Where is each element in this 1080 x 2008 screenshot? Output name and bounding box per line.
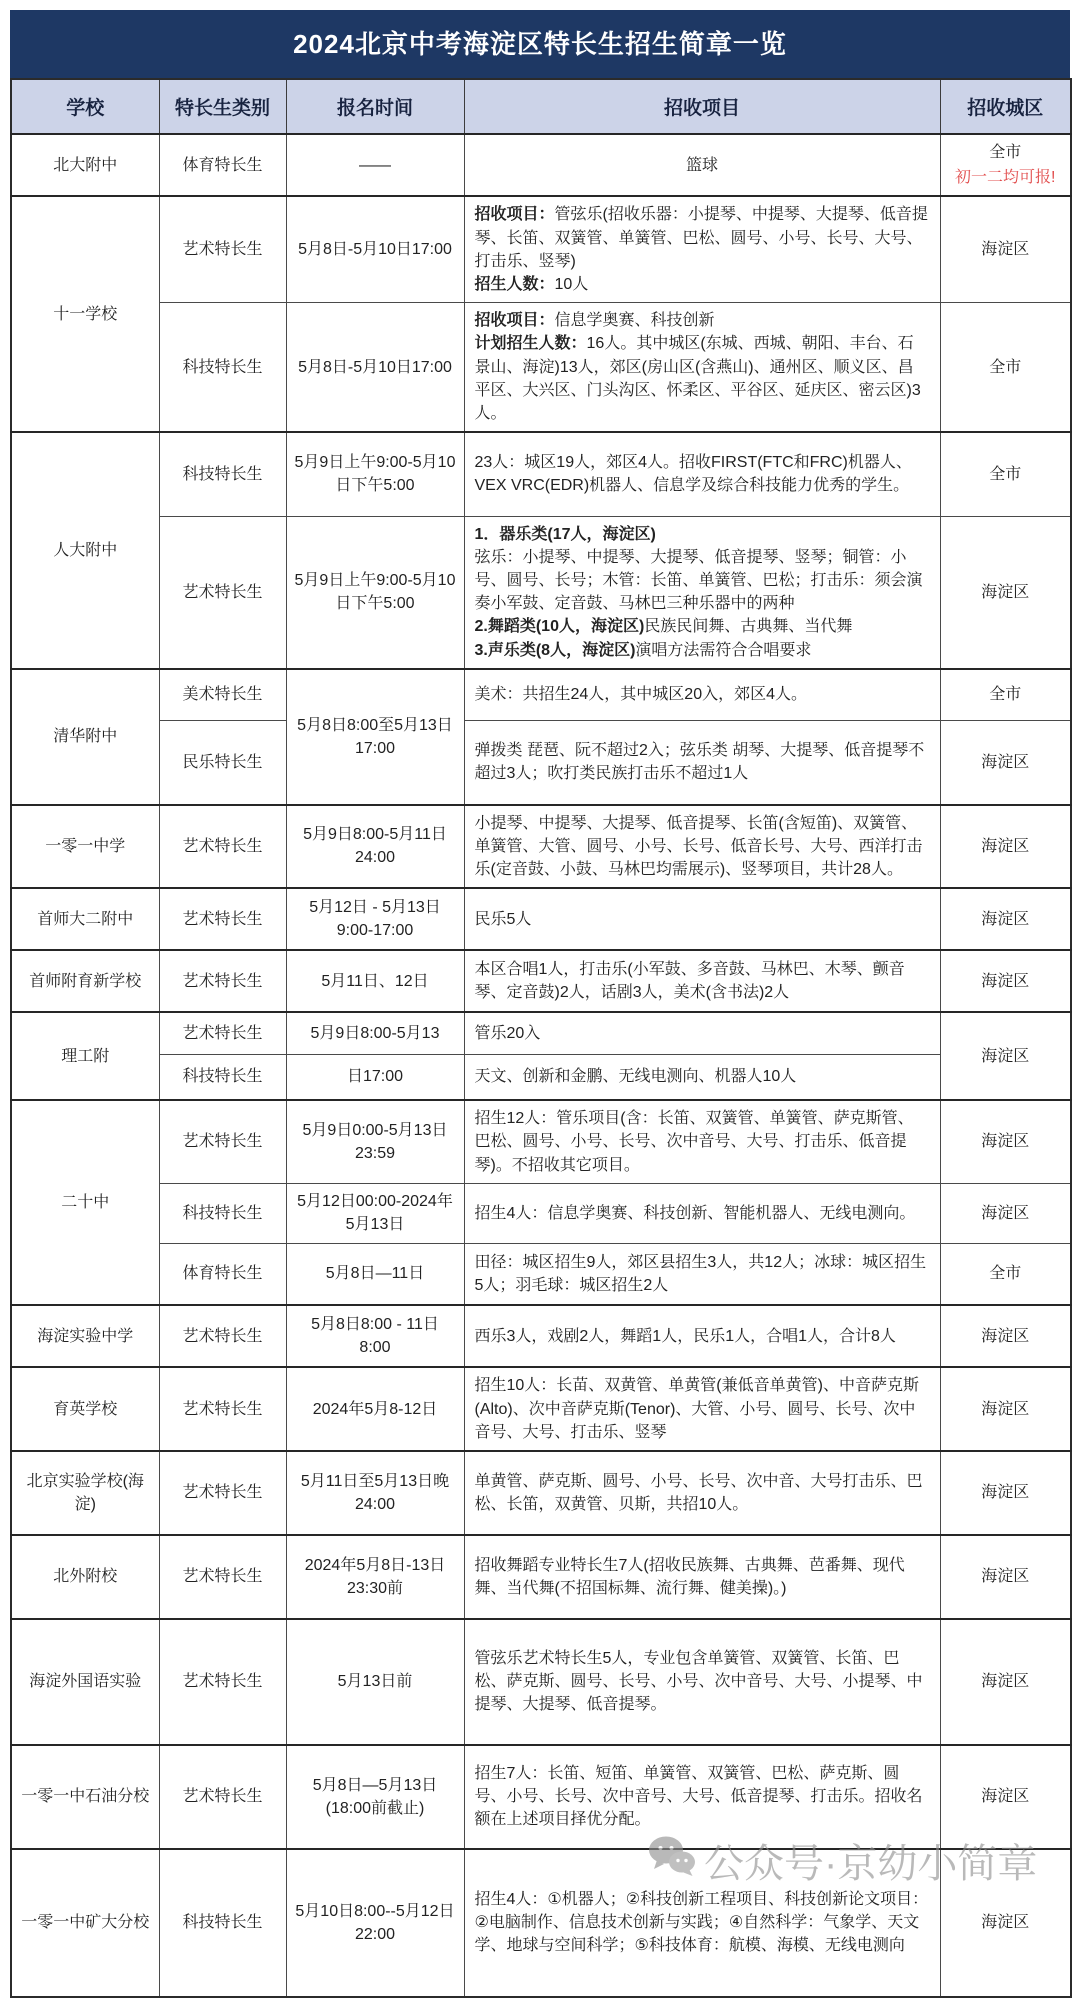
category-cell: 民乐特长生 bbox=[159, 721, 286, 805]
project-cell: 招生10人：长苗、双黄管、单黄管(兼低音单黄管)、中音萨克斯(Alto)、次中音萨克斯(Tenor)、大管、小号、圆号、长号、次中音号、大号、打击乐、竖琴 bbox=[464, 1367, 940, 1451]
category-cell: 体育特长生 bbox=[159, 1243, 286, 1305]
category-cell: 科技特长生 bbox=[159, 1849, 286, 1997]
district-cell: 全市 bbox=[940, 303, 1071, 432]
time-cell: 5月11日、12日 bbox=[286, 950, 464, 1012]
table-row bbox=[11, 1745, 1071, 1849]
project-text: 16人。其中城区(东城、西城、朝阳、丰台、石景山、海淀)13人，郊区(房山区(含燕山)、通州区、顺义区、昌平区、大兴区、门头沟区、怀柔区、平谷区、延庆区、密云区)3人。 bbox=[474, 335, 921, 422]
category-cell: 艺术特长生 bbox=[159, 1619, 286, 1745]
project-cell: 小提琴、中提琴、大提琴、低音提琴、长笛(含短笛)、双簧管、单簧管、大管、圆号、小号、长号、低音长号、大号、西洋打击乐(定音鼓、小鼓、马林巴均需展示)、竖琴项目，共计28人。 bbox=[464, 805, 940, 889]
table-row bbox=[11, 432, 1071, 516]
time-cell: 5月9日上午9:00-5月10日下午5:00 bbox=[286, 516, 464, 669]
school-cell: 人大附中 bbox=[11, 432, 159, 669]
table-row bbox=[11, 1243, 1071, 1305]
project-label: 招收项目： bbox=[474, 312, 555, 330]
project-label: 招收项目： bbox=[474, 206, 555, 224]
district-cell: 海淀区 bbox=[940, 1451, 1071, 1535]
table-row bbox=[11, 1451, 1071, 1535]
project-label: 招生人数： bbox=[474, 275, 555, 293]
table-row bbox=[11, 303, 1071, 432]
school-cell: 北大附中 bbox=[11, 134, 159, 196]
category-cell: 艺术特长生 bbox=[159, 1012, 286, 1054]
category-cell: 体育特长生 bbox=[159, 134, 286, 196]
project-cell: 招生4人：①机器人；②科技创新工程项目、科技创新论文项目：②电脑制作、信息技术创新与实践；④自然科学：气象学、天文学、地球与空间科学；⑤科技体育：航模、海模、无线电测向 bbox=[464, 1849, 940, 1997]
time-cell: 5月8日—11日 bbox=[286, 1243, 464, 1305]
district-cell: 海淀区 bbox=[940, 1305, 1071, 1367]
district-cell: 海淀区 bbox=[940, 1619, 1071, 1745]
school-cell: 一零一中矿大分校 bbox=[11, 1849, 159, 1997]
time-cell: 5月8日-5月10日17:00 bbox=[286, 303, 464, 432]
table-row bbox=[11, 1619, 1071, 1745]
project-heading: 1．器乐类(17人，海淀区) bbox=[474, 525, 656, 543]
project-cell: 天文、创新和金鹏、无线电测向、机器人10人 bbox=[464, 1054, 940, 1100]
time-cell: 5月8日—5月13日 (18:00前截止) bbox=[286, 1745, 464, 1849]
project-cell bbox=[464, 516, 940, 669]
category-cell: 艺术特长生 bbox=[159, 805, 286, 889]
category-cell: 艺术特长生 bbox=[159, 1535, 286, 1619]
table-row bbox=[11, 516, 1071, 669]
project-cell: 美术：共招生24人，其中城区20入，郊区4人。 bbox=[464, 669, 940, 721]
district-cell: 海淀区 bbox=[940, 1535, 1071, 1619]
category-cell: 艺术特长生 bbox=[159, 516, 286, 669]
project-cell: 田径：城区招生9人，郊区县招生3人，共12人；冰球：城区招生5人；羽毛球：城区招生2人 bbox=[464, 1243, 940, 1305]
school-cell: 海淀外国语实验 bbox=[11, 1619, 159, 1745]
table-row bbox=[11, 1012, 1071, 1054]
project-cell: 单黄管、萨克斯、圆号、小号、长号、次中音、大号打击乐、巴松、长笛，双黄管、贝斯，共招10人。 bbox=[464, 1451, 940, 1535]
time-cell: 5月10日8:00--5月12日 22:00 bbox=[286, 1849, 464, 1997]
district-cell: 海淀区 bbox=[940, 888, 1071, 950]
time-cell: 5月8日-5月10日17:00 bbox=[286, 196, 464, 302]
time-cell: 5月9日0:00-5月13日 23:59 bbox=[286, 1100, 464, 1183]
district-cell: 海淀区 bbox=[940, 1100, 1071, 1183]
col-header-school: 学校 bbox=[11, 79, 159, 134]
col-header-time: 报名时间 bbox=[286, 79, 464, 134]
project-cell: 本区合唱1人，打击乐(小军鼓、多音鼓、马林巴、木琴、颤音琴、定音鼓)2人，话剧3人，美术(含书法)2人 bbox=[464, 950, 940, 1012]
category-cell: 科技特长生 bbox=[159, 303, 286, 432]
project-text: 民族民间舞、古典舞、当代舞 bbox=[644, 618, 853, 636]
table-row bbox=[11, 669, 1071, 721]
table-row bbox=[11, 134, 1071, 196]
time-cell: 5月12日00:00-2024年5月13日 bbox=[286, 1183, 464, 1243]
table-row bbox=[11, 1305, 1071, 1367]
page-title: 2024北京中考海淀区特长生招生简章一览 bbox=[10, 10, 1070, 78]
category-cell: 艺术特长生 bbox=[159, 1451, 286, 1535]
project-label: 计划招生人数： bbox=[474, 335, 587, 353]
table-row bbox=[11, 196, 1071, 302]
district-cell: 海淀区 bbox=[940, 516, 1071, 669]
col-header-project: 招收项目 bbox=[464, 79, 940, 134]
school-cell: 理工附 bbox=[11, 1012, 159, 1100]
project-cell: 23人：城区19人，郊区4人。招收FIRST(FTC和FRC)机器人、VEX VRC(EDR)机器人、信息学及综合科技能力优秀的学生。 bbox=[464, 432, 940, 516]
time-cell: 5月12日 - 5月13日 9:00-17:00 bbox=[286, 888, 464, 950]
project-cell: 篮球 bbox=[464, 134, 940, 196]
category-cell: 艺术特长生 bbox=[159, 1100, 286, 1183]
col-header-category: 特长生类别 bbox=[159, 79, 286, 134]
col-header-district: 招收城区 bbox=[940, 79, 1071, 134]
time-cell: 5月9日8:00-5月13 bbox=[286, 1012, 464, 1054]
table-row bbox=[11, 721, 1071, 805]
district-cell: 全市 bbox=[940, 669, 1071, 721]
project-cell: 西乐3人，戏剧2人，舞蹈1人，民乐1人，合唱1人，合计8人 bbox=[464, 1305, 940, 1367]
project-cell: 招生4人：信息学奥赛、科技创新、智能机器人、无线电测向。 bbox=[464, 1183, 940, 1243]
table-row bbox=[11, 950, 1071, 1012]
school-cell: 二十中 bbox=[11, 1100, 159, 1305]
table-row bbox=[11, 1100, 1071, 1183]
table-row bbox=[11, 1183, 1071, 1243]
time-cell: 5月8日8:00至5月13日17:00 bbox=[286, 669, 464, 805]
district-cell: 海淀区 bbox=[940, 1367, 1071, 1451]
table-row bbox=[11, 1054, 1071, 1100]
school-cell: 首师大二附中 bbox=[11, 888, 159, 950]
project-cell: 招收舞蹈专业特长生7人(招收民族舞、古典舞、芭番舞、现代舞、当代舞(不招国标舞、流行舞、健美操)。) bbox=[464, 1535, 940, 1619]
district-cell: 海淀区 bbox=[940, 196, 1071, 302]
category-cell: 科技特长生 bbox=[159, 432, 286, 516]
category-cell: 艺术特长生 bbox=[159, 950, 286, 1012]
enrollment-table bbox=[10, 78, 1072, 1998]
project-cell: 弹拨类 琵琶、阮不超过2入；弦乐类 胡琴、大提琴、低音提琴不超过3人；吹打类民族打击乐不超过1人 bbox=[464, 721, 940, 805]
header-row bbox=[11, 79, 1071, 134]
district-cell: 海淀区 bbox=[940, 1183, 1071, 1243]
category-cell: 艺术特长生 bbox=[159, 1367, 286, 1451]
table-row bbox=[11, 1849, 1071, 1997]
project-text: 管弦乐(招收乐器：小提琴、中提琴、大提琴、低音提琴、长笛、双簧管、单簧管、巴松、圆号、小号、长号、大号、打击乐、竖琴) bbox=[474, 206, 928, 270]
school-cell: 一零一中石油分校 bbox=[11, 1745, 159, 1849]
school-cell: 海淀实验中学 bbox=[11, 1305, 159, 1367]
district-cell: 海淀区 bbox=[940, 721, 1071, 805]
project-text: 演唱方法需符合合唱要求 bbox=[635, 641, 812, 659]
table-row bbox=[11, 805, 1071, 889]
table-row bbox=[11, 1367, 1071, 1451]
project-cell bbox=[464, 196, 940, 302]
time-cell: 5月9日8:00-5月11日24:00 bbox=[286, 805, 464, 889]
district-cell: 全市 bbox=[940, 1243, 1071, 1305]
time-cell: 5月13日前 bbox=[286, 1619, 464, 1745]
school-cell: 一零一中学 bbox=[11, 805, 159, 889]
school-cell: 北京实验学校(海淀) bbox=[11, 1451, 159, 1535]
category-cell: 科技特长生 bbox=[159, 1054, 286, 1100]
school-cell: 清华附中 bbox=[11, 669, 159, 805]
project-heading: 2.舞蹈类(10人，海淀区) bbox=[474, 618, 645, 636]
district-cell: 海淀区 bbox=[940, 805, 1071, 889]
district-cell: 海淀区 bbox=[940, 1745, 1071, 1849]
project-cell: 管乐20入 bbox=[464, 1012, 940, 1054]
school-cell: 首师附育新学校 bbox=[11, 950, 159, 1012]
time-cell: 2024年5月8日-13日 23:30前 bbox=[286, 1535, 464, 1619]
table-row bbox=[11, 888, 1071, 950]
category-cell: 艺术特长生 bbox=[159, 1745, 286, 1849]
time-cell: —— bbox=[286, 134, 464, 196]
project-cell bbox=[464, 303, 940, 432]
district-cell: 海淀区 bbox=[940, 1849, 1071, 1997]
project-heading: 3.声乐类(8人，海淀区) bbox=[474, 641, 636, 659]
school-cell: 育英学校 bbox=[11, 1367, 159, 1451]
time-cell: 日17:00 bbox=[286, 1054, 464, 1100]
category-cell: 科技特长生 bbox=[159, 1183, 286, 1243]
project-text: 信息学奥赛、科技创新 bbox=[554, 312, 715, 330]
time-cell: 5月11日至5月13日晚 24:00 bbox=[286, 1451, 464, 1535]
category-cell: 艺术特长生 bbox=[159, 196, 286, 302]
district-cell: 海淀区 bbox=[940, 950, 1071, 1012]
school-cell: 十一学校 bbox=[11, 196, 159, 432]
district-cell: 海淀区 bbox=[940, 1012, 1071, 1100]
table-row bbox=[11, 1535, 1071, 1619]
category-cell: 艺术特长生 bbox=[159, 1305, 286, 1367]
project-cell: 招生7人：长笛、短笛、单簧管、双簧管、巴松、萨克斯、圆号、小号、长号、次中音号、大号、低音提琴、打击乐。招收名额在上述项目择优分配。 bbox=[464, 1745, 940, 1849]
category-cell: 艺术特长生 bbox=[159, 888, 286, 950]
project-text: 10人 bbox=[554, 275, 589, 293]
project-cell: 管弦乐艺术特长生5人，专业包含单簧管、双簧管、长笛、巴松、萨克斯、圆号、长号、小号、次中音号、大号、小提琴、中提琴、大提琴、低音提琴。 bbox=[464, 1619, 940, 1745]
project-cell: 民乐5人 bbox=[464, 888, 940, 950]
school-cell: 北外附校 bbox=[11, 1535, 159, 1619]
district-value: 全市 bbox=[989, 144, 1022, 161]
district-note: 初一二均可报! bbox=[955, 169, 1056, 187]
time-cell: 5月8日8:00 - 11日 8:00 bbox=[286, 1305, 464, 1367]
district-cell bbox=[940, 134, 1071, 196]
time-cell: 5月9日上午9:00-5月10日下午5:00 bbox=[286, 432, 464, 516]
watermark-text: 公众号·京幼小简章 bbox=[704, 1842, 1038, 1886]
project-text: 弦乐：小提琴、中提琴、大提琴、低音提琴、竖琴；铜管：小号、圆号、长号；木管：长笛、单簧管、巴松；打击乐：须会演奏小军鼓、定音鼓、马林巴三种乐器中的两种 bbox=[474, 548, 923, 613]
district-cell: 全市 bbox=[940, 432, 1071, 516]
time-cell: 2024年5月8-12日 bbox=[286, 1367, 464, 1451]
project-cell: 招生12人：管乐项目(含：长笛、双簧管、单簧管、萨克斯管、巴松、圆号、小号、长号、次中音号、大号、打击乐、低音提琴)。不招收其它项目。 bbox=[464, 1100, 940, 1183]
category-cell: 美术特长生 bbox=[159, 669, 286, 721]
